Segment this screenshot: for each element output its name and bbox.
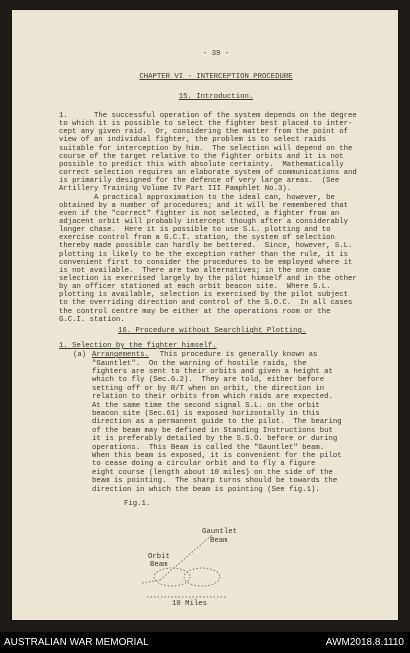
- page-number: - 39 -: [202, 50, 230, 58]
- intro-line: suitable for interception by him. The selection will depend on the: [59, 144, 353, 153]
- intro-line: obtained by a number of procedures; and it will be remembered that: [59, 201, 349, 210]
- intro-line: the control centre may be either at the operations room or the: [59, 307, 331, 316]
- intro-line: possible to predict this with absolute certainty. Mathematically: [59, 160, 344, 169]
- intro-line: even if the "correct" fighter is not selected, a fighter from an: [59, 209, 340, 218]
- item-a-line: "Gauntlet". On the warning of hostile raids, the: [92, 359, 307, 368]
- footer-accession-number: AWM2018.8.1110: [325, 637, 404, 648]
- intro-line: cept any given raid. Or, considering the matter from the point of: [59, 128, 349, 137]
- intro-line: exercise control from a G.C.I. station, the system of selection: [59, 234, 335, 243]
- intro-line: correct selection requires an elaborate system of communications and: [59, 169, 357, 178]
- footer-bar: [0, 632, 410, 653]
- intro-line: Artillery Training Volume IV Part III Pamphlet No.3).: [59, 185, 292, 194]
- item-a-line: eight course (length about 10 miles) on the side of the: [92, 468, 333, 477]
- item-a-line: which to fly (Sec.6.2). They are told, either before: [92, 376, 325, 385]
- intro-line: to which it is possible to select the fighter best placed to inter-: [59, 120, 353, 129]
- intro-line: G.C.I. station.: [59, 315, 125, 324]
- section-15-heading: 15. Introduction.: [178, 93, 254, 101]
- distance-label: 10 Miles: [172, 600, 208, 605]
- intro-line: is primarily designed for the defence of very large areas. (See: [59, 177, 340, 186]
- item-a-line: beacon site (Sec.61) is exposed horizontally in this: [92, 409, 320, 418]
- item-a-line: fighters are sent to their orbits and given a height at: [92, 367, 333, 376]
- intro-line: by an officer stationed at each orbit beacon site. Where S.L.: [59, 283, 331, 292]
- gauntlet-label-2: Beam: [210, 537, 228, 545]
- section-16-heading: 16. Procedure without Searchlight Plotting.: [118, 327, 307, 335]
- intro-line: adjacent orbit will probably intercept though after a considerably: [59, 217, 349, 226]
- gauntlet-label-1: Gauntlet: [202, 528, 238, 536]
- footer-institution: AUSTRALIAN WAR MEMORIAL: [4, 637, 149, 648]
- item-a-line: When this beam is exposed, it is convenient for the pilot: [92, 451, 342, 460]
- intro-line: selection is exercised largely by the pilot himself and in the other: [59, 275, 357, 283]
- item-a-line: beam is pointing. The sharp turns should be towards the: [92, 477, 338, 486]
- item-a-line: relation to their orbits from which raids are expected.: [92, 393, 333, 402]
- orbit-loop-right: [184, 568, 220, 586]
- item-a-heading: Arrangements.: [92, 351, 149, 359]
- orbit-beam-line: [142, 580, 160, 583]
- intro-line: A practical approximation to the ideal can, however, be: [59, 193, 335, 202]
- item-a-line: setting off or by R/T when on orbit, the direction in: [92, 384, 325, 393]
- item-a-line: it is preferably detailed by the S.S.O. before or during: [92, 435, 338, 444]
- item-a-line: operations. This Beam is called the "Gauntlet" beam.: [92, 443, 325, 452]
- item-1-heading: 1. Selection by the fighter himself.: [59, 342, 217, 350]
- orbit-label-1: Orbit: [148, 553, 170, 561]
- intro-line: to the overriding direction and control of the S.O.C. In all cases: [59, 299, 353, 308]
- orbit-label-2: Beam: [150, 561, 168, 569]
- item-a-label: (a): [73, 351, 87, 359]
- item-a-line: At the same time the second signal S.L. on the orbit: [92, 401, 320, 410]
- intro-line: plotting is available, selection is exercised by the pilot subject: [59, 291, 349, 300]
- intro-line: view of an individual fighter, the problem is to select raids: [59, 136, 327, 145]
- orbit-loop-left: [154, 568, 190, 586]
- item-a-line: to cease doing a circular orbit and to fly a figure: [92, 460, 316, 469]
- intro-line: plotting is likely to be the exception rather than the rule, it is: [59, 250, 349, 259]
- intro-line: course of the target relative to the fighter orbits and it is not: [59, 152, 344, 161]
- item-a-first-line: This procedure is generally known as: [151, 351, 318, 359]
- figure-label: Fig.1.: [124, 500, 151, 508]
- item-a-line: direction in which the beam is pointing (See fig.1).: [92, 485, 320, 494]
- intro-line: convenient first to consider the procedures to be employed where it: [59, 258, 353, 267]
- item-a-line: direction as a permanent guide to the pilot. The bearing: [92, 418, 342, 427]
- chapter-title: CHAPTER VI - INTERCEPTION PROCEDURE: [139, 73, 293, 81]
- document-page: [12, 10, 398, 620]
- intro-line: thereby made possible can hardly be bettered. Since, however, S.L.: [59, 242, 353, 251]
- intro-line: longer chase. Here it is possible to use S.L. plotting and to: [59, 226, 331, 235]
- figure-1-diagram: [52, 525, 312, 605]
- item-a-line: of the beam may be defined in Standing Instructions but: [92, 426, 333, 435]
- intro-line: is not available. There are two alternatives; in the one case: [59, 266, 331, 275]
- intro-line: 1. The successful operation of the system depends on the degree: [59, 112, 357, 120]
